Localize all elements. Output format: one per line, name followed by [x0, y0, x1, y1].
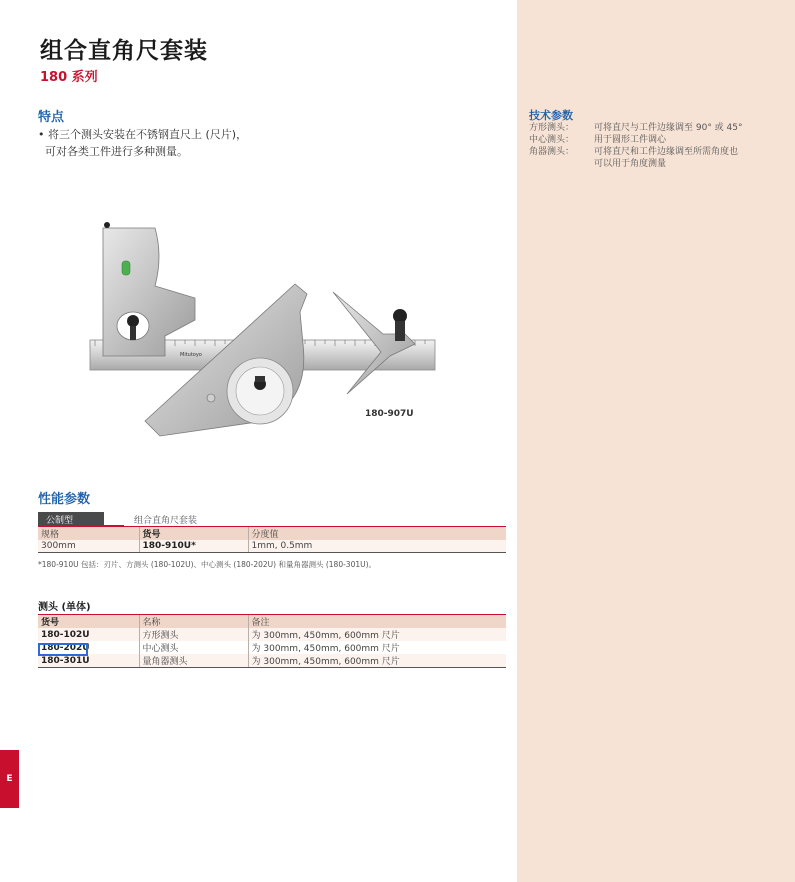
feature-line-2: 可对各类工件进行多种测量。 — [45, 145, 188, 158]
specs-list — [529, 122, 764, 170]
metric-type-desc: 组合直角尺套装 — [134, 516, 198, 526]
feature-line-1: • 将三个测头安装在不锈钢直尺上 (尺片)， — [38, 128, 248, 141]
ruler-brand-label: Mitutoyo — [180, 352, 202, 358]
features-heading: 特点 — [38, 110, 65, 125]
probes-heading: 测头 (单体) — [38, 602, 91, 613]
spec-label: 方形测头： — [529, 123, 575, 133]
metric-type-bar — [38, 512, 197, 527]
header-cell: 名称 — [139, 615, 248, 629]
performance-table — [38, 526, 506, 553]
cell-part-number: 180-301U — [38, 654, 139, 668]
spec-value: 可以用于角度测量 — [594, 159, 667, 169]
performance-footnote: *180-910U 包括：刃片、方测头 (180-102U)、中心测头 (180-202U) 和量角器测头 (180-301U)。 — [38, 560, 377, 569]
selection-highlight-box — [38, 643, 88, 656]
series-subtitle: 180 系列 — [40, 70, 98, 85]
cell-name: 中心测头 — [139, 641, 248, 654]
table-row — [38, 641, 506, 654]
square-head — [103, 222, 195, 356]
spec-row — [529, 146, 764, 158]
header-cell: 分度值 — [248, 527, 506, 541]
table-header-row — [38, 615, 506, 629]
cell-part-number: 180-102U — [38, 628, 139, 641]
table-row — [38, 540, 506, 553]
section-tab[interactable]: E — [0, 750, 19, 808]
spec-row — [529, 122, 764, 134]
cell-part-number: 180-202U — [38, 641, 139, 654]
spec-label — [529, 158, 594, 170]
probes-table — [38, 614, 506, 668]
cell-note: 为 300mm, 450mm, 600mm 尺片 — [248, 628, 506, 641]
spec-label: 中心测头： — [529, 135, 575, 145]
spec-value: 可将直尺和工件边缘调至所需角度也 — [594, 147, 739, 157]
combination-square-set-image — [85, 216, 445, 441]
header-cell: 货号 — [38, 615, 139, 629]
specs-heading: 技术参数 — [529, 109, 573, 122]
performance-heading: 性能参数 — [38, 492, 91, 507]
spec-label: 角器测头： — [529, 147, 575, 157]
features-text — [38, 126, 247, 160]
image-caption: 180-907U — [365, 409, 414, 419]
spec-row — [529, 158, 764, 170]
cell-note: 为 300mm, 450mm, 600mm 尺片 — [248, 654, 506, 668]
page-title: 组合直角尺套装 — [40, 38, 208, 64]
cell-part-number: 180-910U* — [139, 540, 248, 553]
table-row — [38, 654, 506, 668]
cell-size: 300mm — [38, 540, 139, 553]
header-cell: 货号 — [139, 527, 248, 541]
cell-name: 量角器测头 — [139, 654, 248, 668]
cell-name: 方形测头 — [139, 628, 248, 641]
cell-resolution: 1mm, 0.5mm — [248, 540, 506, 553]
cell-note: 为 300mm, 450mm, 600mm 尺片 — [248, 641, 506, 654]
spec-value: 可将直尺与工件边缘调至 90° 或 45° — [594, 123, 743, 133]
spec-value: 用于圆形工件调心 — [594, 135, 667, 145]
spec-row — [529, 134, 764, 146]
metric-type-tag: 公制型 — [38, 512, 104, 527]
table-row — [38, 628, 506, 641]
table-header-row — [38, 527, 506, 541]
header-cell: 规格 — [38, 527, 139, 541]
header-cell: 备注 — [248, 615, 506, 629]
